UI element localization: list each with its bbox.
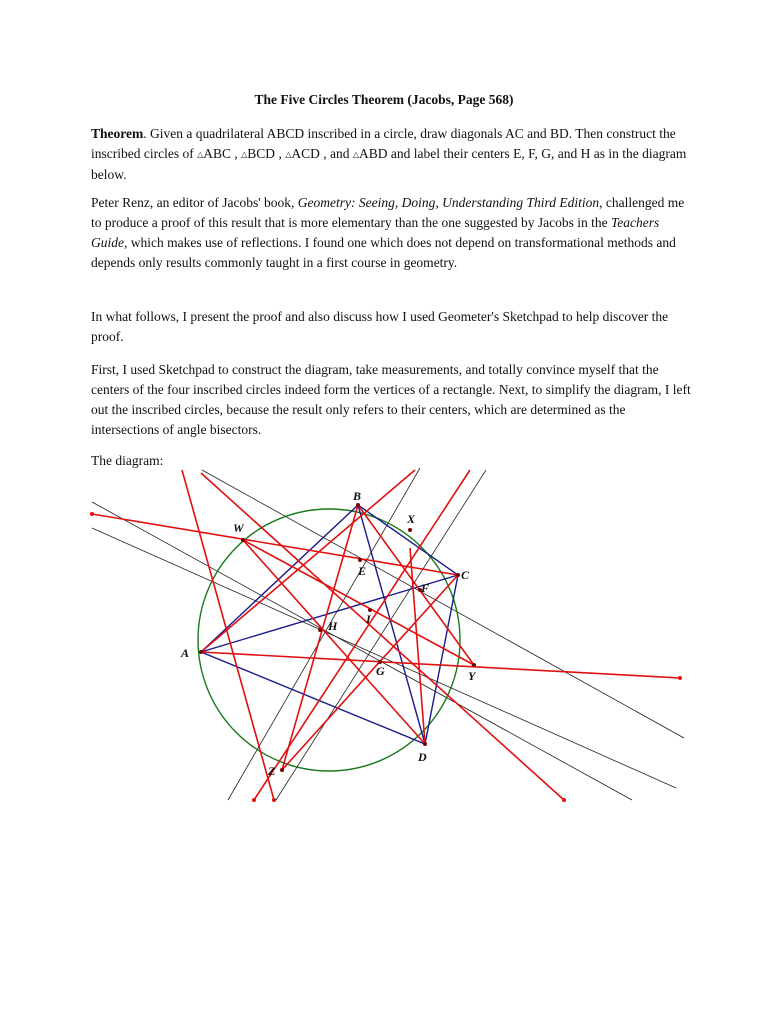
triangle-icon: △ xyxy=(352,150,360,159)
point-h xyxy=(318,628,322,632)
label-f: F xyxy=(421,581,430,595)
triangle-icon: △ xyxy=(285,150,292,159)
bisector-line xyxy=(282,575,458,770)
sketchpad-paragraph: First, I used Sketchpad to construct the diagram, take measurements, and totally convince myself that the centers of the four inscribed circles indeed form the vertices of a rectangle. Next, to simplify the diagram, I left out the inscribed circles, because the result only refers to their centers, which are determined as the intersections of angle bisectors. xyxy=(91,362,691,437)
point-e xyxy=(358,558,362,562)
label-x: X xyxy=(407,512,416,526)
parallel-line xyxy=(228,468,420,800)
arrow-tip xyxy=(272,798,276,802)
arrow-tip xyxy=(90,512,94,516)
label-h: H xyxy=(328,619,338,633)
arrow-tip xyxy=(252,798,256,802)
triangle-icon: △ xyxy=(197,150,204,159)
bisector-line xyxy=(201,652,680,678)
theorem-paragraph: Theorem. Given a quadrilateral ABCD inscribed in a circle, draw diagonals AC and BD. Then construct the inscribed circles of △ABC , △BCD , △ACD , and △ABD and label their centers E, F, G, and H as in the diagram below. xyxy=(91,126,687,182)
label-z: Z xyxy=(268,764,276,778)
bisector-line xyxy=(201,470,415,652)
triangle-icon: △ xyxy=(241,150,248,159)
point-b xyxy=(356,503,360,507)
point-c xyxy=(456,573,460,577)
parallel-line xyxy=(92,502,632,800)
theorem-label: Theorem xyxy=(91,126,144,141)
label-c: C xyxy=(461,568,470,582)
label-a: A xyxy=(181,646,190,660)
label-g: G xyxy=(376,664,385,678)
diagram-caption: The diagram: xyxy=(91,453,164,468)
point-w xyxy=(241,538,245,542)
intro-paragraph: In what follows, I present the proof and also discuss how I used Geometer's Sketchpad to help discover the proof. xyxy=(91,309,669,344)
point-d xyxy=(423,742,427,746)
point-y xyxy=(472,663,476,667)
point-x xyxy=(408,528,412,532)
label-i: I xyxy=(366,612,371,626)
point-z xyxy=(280,768,284,772)
label-d: D xyxy=(418,750,427,764)
point-a xyxy=(199,650,203,654)
label-b: B xyxy=(353,489,362,503)
page-title: The Five Circles Theorem (Jacobs, Page 568) xyxy=(254,92,514,107)
teachers-guide-title: Teachers Guide xyxy=(91,215,660,250)
parallel-lines xyxy=(92,468,684,800)
five-circles-diagram xyxy=(0,460,768,810)
book-title: Geometry: Seeing, Doing, Understanding Third Edition xyxy=(297,195,600,210)
arrow-tip xyxy=(562,798,566,802)
label-y: Y xyxy=(468,669,476,683)
renz-paragraph: Peter Renz, an editor of Jacobs' book, Geometry: Seeing, Doing, Understanding Third Edition, challenged me to produce a proof of this result that is more elementary than the one suggested by Jacobs in the Teachers Guide, which makes use of reflections. I found one which does not depend on transformational methods and depends only results commonly taught in a first course in geometry. xyxy=(91,195,685,270)
bisector-line xyxy=(182,470,274,800)
arrow-tip xyxy=(678,676,682,680)
label-w: W xyxy=(233,521,244,535)
label-e: E xyxy=(358,564,367,578)
